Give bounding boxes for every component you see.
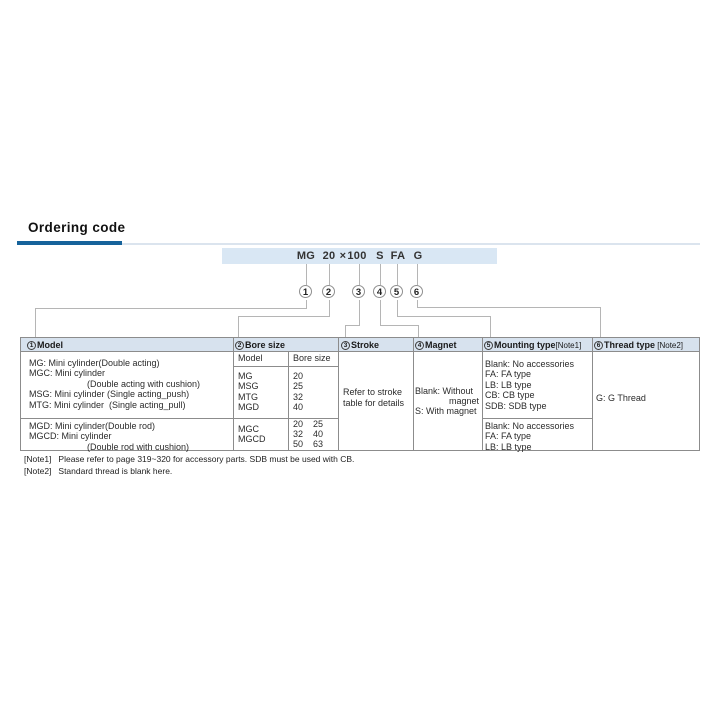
- code-segment-model: MG: [296, 250, 316, 262]
- header-model: 1 Model: [27, 339, 63, 351]
- thread-type-cell: G: G Thread: [596, 393, 646, 403]
- code-segment-thread: G: [413, 250, 423, 262]
- mounting-row1-line: LB: LB type: [485, 379, 532, 390]
- header-note-ref: [Note2]: [655, 341, 684, 350]
- note-2: [Note2] Standard thread is blank here.: [24, 466, 173, 476]
- stroke-text: table for details: [343, 398, 405, 408]
- bore-model: MSG: [238, 381, 259, 392]
- header-note-ref: [Note1]: [555, 341, 582, 350]
- row-divider: [21, 418, 338, 419]
- note-tag: [Note1]: [24, 454, 52, 464]
- mounting-row2-line: Blank: No accessories: [485, 421, 575, 431]
- note-1: [Note1] Please refer to page 319~320 for accessory parts. SDB must be used with CB.: [24, 454, 355, 464]
- mounting-row1-line: SDB: SDB type: [485, 400, 547, 411]
- header-bore-size: 2 Bore size: [235, 339, 285, 351]
- heading-accent-rule: [17, 241, 122, 245]
- bore-size: 32 40: [293, 429, 324, 440]
- bore-subheader-bore: Bore size: [293, 353, 331, 363]
- model-row1-line: MG: Mini cylinder(Double acting): [29, 358, 160, 368]
- bore-size: 25: [293, 381, 304, 392]
- model-row1-line: MSG: Mini cylinder (Single acting_push): [29, 389, 190, 400]
- header-thread-type: 6 Thread type [Note2]: [594, 339, 683, 351]
- mounting-row1-line: CB: CB type: [485, 390, 535, 401]
- mounting-row1-line: Blank: No accessories: [485, 359, 575, 369]
- mounting-row2-line: LB: LB type: [485, 441, 532, 452]
- bore-size: 20: [293, 371, 304, 381]
- bore-model: MGC: [238, 424, 259, 434]
- callout-circle-5: 5: [390, 285, 403, 298]
- model-row2-line: MGCD: Mini cylinder: [29, 431, 112, 442]
- bore-model: MG: [238, 371, 253, 381]
- page-title: Ordering code: [28, 220, 126, 235]
- bore-size: 32: [293, 391, 304, 402]
- order-code-bar: [222, 248, 497, 264]
- code-segment-stroke: 100: [347, 250, 367, 262]
- model-row1-line: MTG: Mini cylinder (Single acting_pull): [29, 399, 186, 410]
- column-divider: [592, 338, 593, 450]
- header-num-icon: 2: [235, 341, 244, 350]
- header-num-icon: 6: [594, 341, 603, 350]
- bore-model: MGCD: [238, 434, 266, 445]
- bore-subheader-underline: [233, 366, 338, 367]
- column-divider: [413, 338, 414, 450]
- header-stroke: 3 Stroke: [341, 339, 379, 351]
- mounting-row2-line: FA: FA type: [485, 431, 532, 442]
- mounting-row1-line: FA: FA type: [485, 369, 532, 380]
- code-segment-bore: 20: [322, 250, 336, 262]
- header-mounting-type: 5 Mounting type[Note1]: [484, 339, 581, 351]
- ordering-code-table: [20, 337, 700, 451]
- code-segment-magnet: S: [376, 250, 384, 262]
- header-magnet: 4 Magnet: [415, 339, 457, 351]
- model-row1-line: (Double acting with cushion): [87, 378, 201, 389]
- callout-circle-3: 3: [352, 285, 365, 298]
- callout-circle-6: 6: [410, 285, 423, 298]
- code-segment-times: ×: [339, 250, 347, 262]
- bore-size: 40: [293, 402, 304, 413]
- bore-size: 50 63: [293, 439, 324, 450]
- magnet-cell: [415, 386, 479, 417]
- magnet-text: Blank: Without: [415, 386, 474, 396]
- header-num-icon: 3: [341, 341, 350, 350]
- stroke-text: Refer to stroke: [343, 387, 403, 397]
- model-row2-line: MGD: Mini cylinder(Double rod): [29, 421, 156, 431]
- bore-size: 20 25: [293, 419, 324, 429]
- magnet-text: S: With magnet: [415, 406, 477, 417]
- callout-circle-4: 4: [373, 285, 386, 298]
- header-num-icon: 1: [27, 341, 36, 350]
- callout-circle-1: 1: [299, 285, 312, 298]
- heading-light-rule: [122, 243, 700, 245]
- bore-subheader-model: Model: [238, 353, 263, 363]
- callout-circle-2: 2: [322, 285, 335, 298]
- header-num-icon: 5: [484, 341, 493, 350]
- code-segment-mounting: FA: [390, 250, 406, 262]
- column-divider: [338, 338, 339, 450]
- magnet-text: magnet: [448, 396, 479, 407]
- column-divider: [233, 338, 234, 450]
- row-divider: [482, 418, 592, 419]
- header-num-icon: 4: [415, 341, 424, 350]
- model-row2-line: (Double rod with cushion): [87, 441, 190, 452]
- column-divider: [482, 338, 483, 450]
- bore-model: MTG: [238, 391, 258, 402]
- bore-model: MGD: [238, 402, 259, 413]
- note-tag: [Note2]: [24, 466, 52, 476]
- model-row1-line: MGC: Mini cylinder: [29, 368, 106, 379]
